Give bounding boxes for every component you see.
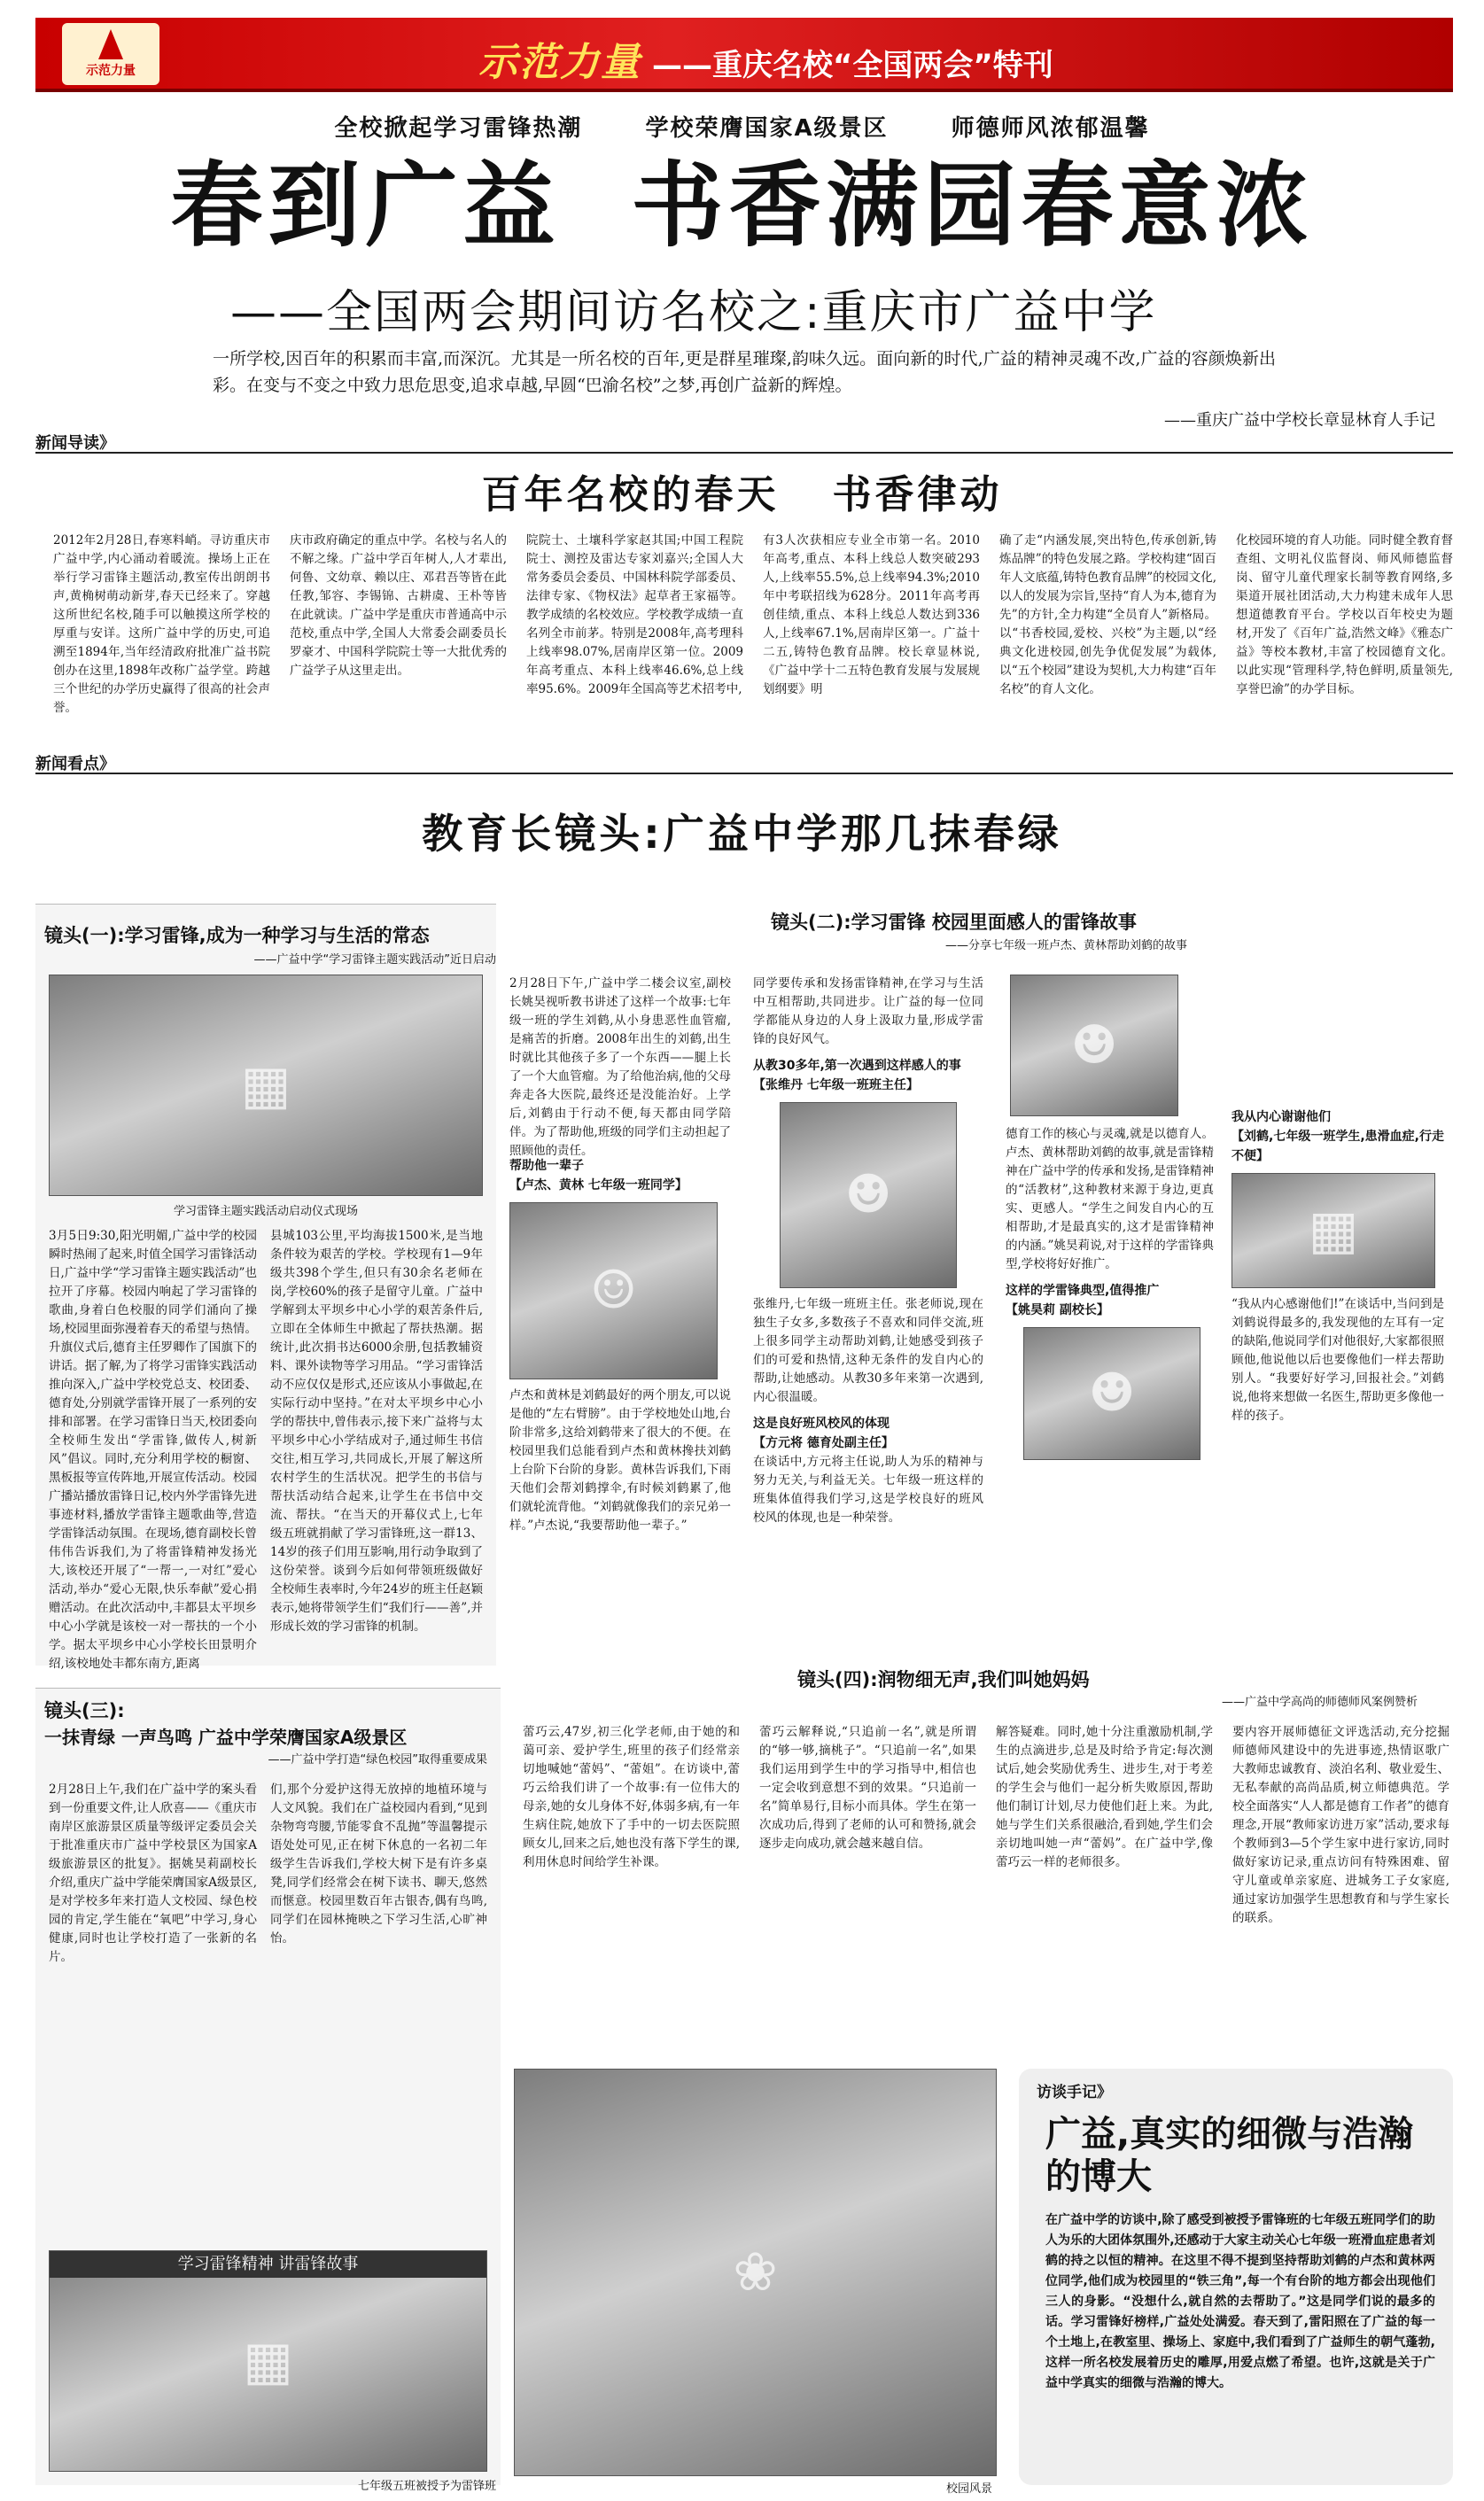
lens4-text-col1: 蕾巧云,47岁,初三化学老师,由于她的和蔼可亲、爱护学生,班里的孩子们经常亲切地喊她“蕾妈”、“蕾姐”。在访谈中,蕾巧云给我们讲了一个故事:有一位伟大的母亲,她的女儿身体不好,体弱多病,有一年生病住院,她放下了手中的一切去医院照顾女儿,回来之后,她也没有落下学生的课,利用休息时间给学生补课。 <box>523 1725 740 1869</box>
guide-column: 化校园环境的育人功能。同时健全教育督查组、文明礼仪监督岗、师风师德监督岗、留守儿童代理家长制等教育网络,多渠道开展社团活动,大力构建未成年人思想道德教育平台。学校以百年校史为题材,开发了《百年广益,浩然文峰》《雅态广益》等校本教材,丰富了校园德育文化。以此实现“管理科学,特色鲜明,质量领先,享誉巴渝”的办学目标。 <box>1236 533 1453 696</box>
lens2-title: 镜头(二):学习雷锋 校园里面感人的雷锋故事 <box>771 912 1137 933</box>
subhead-item: 学校荣膺国家A级景区 <box>645 115 889 142</box>
lens2-intro-text: 同学要传承和发扬雷锋精神,在学习与生活中互相帮助,共同进步。让广益的每一位同学都能从身边的人身上汲取力量,形成学雷锋的良好风气。 <box>753 976 983 1046</box>
lens2-col-c-text: 在谈话中,方元将主任说,助人为乐的精神与努力无关,与利益无关。七年级一班这样的班集体值得我们学习,这是学校良好的班风校风的体现,也是一种荣誉。 <box>753 1455 983 1525</box>
lens2-teacher2-photo <box>1010 975 1178 1116</box>
lens2-col-e-label: 我从内心谢谢他们 <box>1231 1110 1331 1124</box>
lens3-subtitle: ——广益中学打造“绿色校园”取得重要成果 <box>268 1753 487 1767</box>
lens2-col-e-text: “我从内心感谢他们!”在谈话中,当问到是刘鹤说得最多的,我发现他的左耳有一定的缺陷,他说同学们对他很好,大家都很照顾他,他说他以后也要像他们一样去帮助别人。“我要好好学习,回报社会。”刘鹤说,他将来想做一名医生,帮助更多像他一样的孩子。 <box>1231 1297 1444 1423</box>
interview-title: 广益,真实的细微与浩瀚的博大 <box>1045 2114 1414 2197</box>
divider <box>35 773 1453 774</box>
intro-paragraph: 一所学校,因百年的积累而丰富,而深沉。尤其是一所名校的百年,更是群星璀璨,韵味久远。面向新的时代,广益的精神灵魂不改,广益的容颜焕新出彩。在变与不变之中致力思危思变,追求卓越,早圆“巴渝名校”之梦,再创广益新的辉煌。 <box>213 349 1276 395</box>
lens3-text-col1: 2月28日上午,我们在广益中学的案头看到一份重要文件,让人欣喜——《重庆市南岸区旅游景区质量等级评定委员会关于批准重庆市广益中学校景区为国家A级旅游景区的批复》。据姚昊莉副校长介绍,重庆广益中学能荣膺国家A级景区,是对学校多年来打造人文校园、绿色校园的肯定,学生能在“氧吧”中学习,身心健康,同时也让学校打造了一张新的名片。 <box>49 1783 257 1964</box>
lens2-col-b-label: 从教30多年,第一次遇到这样感人的事 <box>753 1059 961 1073</box>
divider <box>35 452 1453 454</box>
headline-left: 春到广益 <box>170 151 561 260</box>
lens2-col-d-name: 【姚昊莉 副校长】 <box>1006 1303 1109 1317</box>
lens4-text-col3: 解答疑难。同时,她十分注重激励机制,学生的点滴进步,总是及时给予肯定:每次测试后,她会奖励优秀生、进步生,对于考差的学生会与他们一起分析失败原因,帮助他们制订计划,尽力使他们赶上来。为此,她与学生们关系很融洽,看到她,学生们会亲切地叫她一声“蕾妈”。在广益中学,像蕾巧云一样的老师很多。 <box>996 1725 1213 1869</box>
lens2-students-photo <box>509 1202 718 1379</box>
lens4-text-col4: 要内容开展师德征文评选活动,充分挖掘师德师风建设中的先进事迹,热情讴歌广大教师忠诚教育、淡泊名利、敬业爱生、无私奉献的高尚品质,树立师德典范。学校全面落实“人人都是德育工作者”的德育理念,开展“教师家访进万家”活动,要求每个教师到3—5个学生家中进行家访,同时做好家访记录,重点访问有特殊困难、留守儿童或单亲家庭、进城务工子女家庭,通过家访加强学生思想教育和与学生家长的联系。 <box>1232 1725 1449 1925</box>
lens2-col-b-text: 张维丹,七年级一班班主任。张老师说,现在独生子女多,多数孩子不喜欢和同伴交流,班上很多同学主动帮助刘鹤,让她感受到孩子们的可爱和热情,这种无条件的发自内心的帮助,让她感动。从教30多年来第一次遇到,内心很温暖。 <box>753 1297 983 1404</box>
guide-columns <box>53 532 1453 753</box>
lens3-title: 镜头(三): <box>44 1700 125 1721</box>
lens1-text-col1: 3月5日9:30,阳光明媚,广益中学的校园瞬时热闹了起来,时值全国学习雷锋活动日,广益中学“学习雷锋主题实践活动”也拉开了序幕。校园内响起了学习雷锋的歌曲,身着白色校服的同学们涌向了操场,校园里面弥漫着春天的希望与热情。升旗仪式后,德育主任罗卿作了国旗下的讲话。据了解,为了将学习雷锋实践活动推向深入,广益中学校党总支、校团委、德育处,分别就学雷锋开展了一系列的安排和部署。在学习雷锋日当天,校团委向全校师生发出“学雷锋,做传人,树新风”倡议。同时,充分利用学校的橱窗、黑板报等宣传阵地,开展宣传活动。校园广播站播放雷锋日记,校内外学雷锋先进事迹材料,播放学雷锋主题歌曲等,营造学雷锋活动氛围。在现场,德育副校长曾伟伟告诉我们,为了将雷锋精神发扬光大,该校还开展了“一帮一,一对红”爱心活动,举办“爱心无限,快乐奉献”爱心捐赠活动。在此次活动中,丰都县太平坝乡中心小学就是该校一对一帮扶的一个小学。据太平坝乡中心小学校长田景明介绍,该校地处丰都东南方,距离 <box>49 1229 257 1671</box>
guide-title <box>0 462 1484 519</box>
section-news-guide: 新闻导读》 <box>35 434 115 453</box>
subhead-item: 全校掀起学习雷锋热潮 <box>334 115 583 142</box>
lens3-photo-caption: 七年级五班被授予为雷锋班 <box>357 2480 496 2493</box>
portrait-photo-icon: ☻ <box>1088 1362 1136 1425</box>
lens2-col-d-label: 这样的学雷锋典型,值得推广 <box>1006 1284 1160 1298</box>
masthead-title <box>478 30 1053 87</box>
lens2-col-c-name: 【方元将 德育处副主任】 <box>753 1436 894 1450</box>
campus-photo-caption: 校园风景 <box>945 2482 992 2496</box>
lens2-col-a-text: 卢杰和黄林是刘鹤最好的两个朋友,可以说是他的“左右臂膀”。由于学校地处山地,台阶非常多,这给刘鹤带来了很大的不便。在校园里我们总能看到卢杰和黄林搀扶刘鹤上台阶下台阶的身影。黄林告诉我们,下雨天他们会帮刘鹤撑伞,有时候刘鹤累了,他们就轮流背他。“刘鹤就像我们的亲兄弟一样。”卢杰说,“我要帮助他一辈子。” <box>509 1388 731 1533</box>
lens1-title: 镜头(一):学习雷锋,成为一种学习与生活的常态 <box>44 925 430 946</box>
lens2-col-b <box>753 975 983 1648</box>
campus-photo-icon: ❀ <box>733 2241 778 2303</box>
portrait-photo-icon: ☻ <box>1070 1014 1118 1076</box>
guide-column: 2012年2月28日,春寒料峭。寻访重庆市广益中学,内心涌动着暖流。操场上正在举行学习雷锋主题活动,教室传出朗朗书声,黄桷树萌动新芽,春天已经来了。穿越这所世纪名校,随手可以触摸这所学校的厚重与安详。这所广益中学的历史,可追溯至1894年,当年经清政府批准广益书院创办在这里,1898年改称广益学堂。跨越三个世纪的办学历史赢得了很高的社会声誉。 <box>53 533 270 715</box>
lens1-text-col2: 县城103公里,平均海拔1500米,是当地条件较为艰苦的学校。学校现有1—9年级共398个学生,但只有30余名老师在岗,学校60%的孩子是留守儿童。广益中学解到太平坝乡中心小学的艰苦条件后,立即在全体师生中掀起了帮扶热潮。据统计,此次捐书达6000余册,包括教辅资料、课外读物等学习用品。“学习雷锋活动不应仅仅是形式,还应该从小事做起,在实际行动中坚持。”在对太平坝乡中心小学的帮扶中,曾伟表示,接下来广益将与太平坝乡中心小学结成对子,通过师生书信交往,相互学习,共同成长,开展了解这所农村学生的生活状况。把学生的书信与帮扶活动结合起来,让学生在书信中交流、帮扶。“在当天的开幕仪式上,七年级五班就捐献了学习雷锋班,这一群13、14岁的孩子们用互影响,用行动争取到了这份荣誉。谈到今后如何带领班级做好全校师生表率时,今年24岁的班主任赵颖表示,她将带领学生们“我们行——善”,并形成长效的学习雷锋的机制。 <box>270 1229 483 1634</box>
interview-tag: 访谈手记》 <box>1037 2084 1112 2101</box>
lens2-col-b-name: 【张维丹 七年级一班班主任】 <box>753 1078 919 1092</box>
guide-column: 确了走“内涵发展,突出特色,传承创新,铸炼品牌”的特色发展之路。学校构建“固百年人文底蕴,铸特色教育品牌”的校园文化,以人的发展为宗旨,坚持“育人为本,德育为先”的方针,全力构建“全员育人”新格局。以“书香校园,爱校、兴校”为主题,以“经典文化进校园,创先争优促发展”为载体,以“五个校园”建设为契机,大力构建“百年名校”的育人文化。 <box>999 533 1216 696</box>
interview-notes-box <box>1019 2069 1453 2485</box>
sub-headline <box>0 110 1484 143</box>
lens3-title2: 一抹青绿 一声鸟鸣 广益中学荣膺国家A级景区 <box>44 1727 408 1748</box>
masthead-brand: 示范力量 <box>478 40 641 85</box>
guide-column: 院院士、土壤科学家赵其国;中国工程院院士、测控及雷达专家刘嘉兴;全国人大常务委员会委员、中国林科院学部委员、法律专家、《物权法》起草者王家福等。教学成绩的名校效应。学校教学成绩一直名列全市前茅。特别是2008年,高考理科上线率98.07%,居南岸区第一位。2009年高考重点、本科上线率46.6%,总上线率95.6%。2009年全国高等艺术招考中, <box>526 533 743 696</box>
portrait-photo-icon: ☻ <box>844 1163 892 1226</box>
masthead-logo <box>62 23 159 85</box>
guide-title-left: 百年名校的春天 <box>481 472 780 517</box>
subhead-item: 师德师风浓郁温馨 <box>951 115 1150 142</box>
lens4-title: 镜头(四):润物细无声,我们叫她妈妈 <box>797 1669 1090 1690</box>
crowd-photo-icon: ▦ <box>240 1054 291 1116</box>
lens4-text-col2: 蕾巧云解释说,“只追前一名”,就是所谓的“够一够,摘桃子”。“只追前一名”,如果我们运用到学生中的学习指导中,相信也一定会收到意想不到的效果。“只追前一名”简单易行,目标小而具体。学生在第一次成功后,得到了老师的认可和赞扬,就会逐步走向成功,就会越来越自信。 <box>759 1725 976 1851</box>
guide-column: 有3人次获相应专业全市第一名。2010年高考,重点、本科上线总人数突破293人,上线率55.5%,总上线率94.3%;2010年中考联招线为628分。2011年高考再创佳绩,重点、本科上线总人数达到336人,上线率67.1%,居南岸区第一。广益十二五,铸特色教育品牌。校长章显林说,《广益中学十二五特色教育发展与发展规划纲要》明 <box>763 533 980 696</box>
lens2-col-e-name: 【刘鹤,七年级一班学生,患滑血症,行走不便】 <box>1231 1130 1444 1163</box>
classroom-photo-icon: ▦ <box>1308 1199 1359 1262</box>
lens2-col-a <box>509 1156 731 1652</box>
students-photo-icon: ☺ <box>589 1259 638 1322</box>
headline-right: 书香满园春意浓 <box>631 151 1314 260</box>
lens4-columns <box>523 1723 1453 2042</box>
campus-photo-collage <box>514 2069 997 2476</box>
pagoda-icon <box>98 29 123 59</box>
masthead-sub: ——重庆名校“全国两会”特刊 <box>652 48 1053 83</box>
guide-column: 庆市政府确定的重点中学。名校与名人的不解之缘。广益中学百年树人,人才辈出,何鲁、文幼章、赖以庄、邓君吾等皆在此任教,邹容、李锡锦、古耕虞、王朴等皆在此就读。广益中学是重庆市普通高中示范校,重点中学,全国人大常委会副委员长罗豪才、中国科学院院士等一大批优秀的广益学子从这里走出。 <box>290 533 507 678</box>
lens4-subtitle: ——广益中学高尚的师德师风案例赞析 <box>1221 1696 1418 1709</box>
look-title: 教育长镜头:广益中学那几抹春绿 <box>422 810 1062 858</box>
masthead-logo-text: 示范力量 <box>86 64 136 78</box>
lens3-class-photo <box>49 2250 487 2472</box>
lens2-col-c-label: 这是良好班风校风的体现 <box>753 1417 890 1431</box>
lens2-col-d <box>1006 1125 1214 1648</box>
lens2-classroom-photo <box>1231 1173 1435 1288</box>
lens2-col-d-text: 德育工作的核心与灵魂,就是以德育人。卢杰、黄林帮助刘鹤的故事,就是雷锋精神在广益中学的传承和发扬,是雷锋精神的“活教材”,这种教材来源于身边,更真实、更感人。“学生之间发自内心的互相帮助,才是最真实的,这才是雷锋精神的内涵。”姚昊莉说,对于这样的学雷锋典型,学校将好好推广。 <box>1006 1127 1214 1271</box>
lens2-col-e <box>1231 975 1444 1648</box>
banner-text: 学习雷锋精神 讲雷锋故事 <box>50 2251 486 2278</box>
secondary-headline: ——全国两会期间访名校之:重庆市广益中学 <box>230 286 1157 339</box>
group-photo-icon: ▦ <box>243 2330 293 2392</box>
lens1-photo-caption: 学习雷锋主题实践活动启动仪式现场 <box>173 1205 358 1218</box>
lens2-teacher-photo <box>780 1102 957 1288</box>
lens2-subtitle: ——分享七年级一班卢杰、黄林帮助刘鹤的故事 <box>944 939 1187 952</box>
lens1-subtitle: ——广益中学“学习雷锋主题实践活动”近日启动 <box>253 953 496 967</box>
section-news-look: 新闻看点》 <box>35 755 115 773</box>
masthead <box>35 18 1453 92</box>
lens3-text-col2: 们,那个分爱护这得无放掉的地植环境与人文风貌。我们在广益校园内看到,“见到杂物弯弯腰,节能零食不乱抛”等温馨提示语处处可见,正在树下休息的一名初二年级学生告诉我们,学校大树下是有许多桌凳,同学们经常会在树下读书、聊天,悠然而惬意。校园里数百年古银杏,偶有鸟鸣,同学们在园林掩映之下学习生活,心旷神怡。 <box>270 1783 487 1946</box>
lens2-col-a-label: 帮助他一辈子 <box>509 1159 584 1173</box>
lens1-photo <box>49 975 483 1196</box>
guide-title-right: 书香律动 <box>832 472 1003 517</box>
interview-body: 在广益中学的访谈中,除了感受到被授予雷锋班的七年级五班同学们的助人为乐的大团体氛围外,还感动于大家主动关心七年级一班滑血症患者刘鹤的持之以恒的精神。在这里不得不提到坚持帮助刘鹤的卢杰和黄林两位同学,他们成为校园里的“铁三角”,每一个有台阶的地方都会出现他们三人的身影。“没想什么,就自然的去帮助了。”这是同学们说的最多的话。学习雷锋好榜样,广益处处满爱。春天到了,雷阳照在了广益的每一个土地上,在教室里、操场上、家庭中,我们看到了广益师生的朝气蓬勃,这样一所名校发展着历史的雕厚,用爱点燃了希望。也许,这就是关于广益中学真实的细微与浩瀚的博大。 <box>1045 2213 1435 2390</box>
lens2-vice-principal-photo <box>1023 1327 1200 1460</box>
lens1-text-col3: 2月28日下午,广益中学二楼会议室,副校长姚昊视听教书讲述了这样一个故事:七年级一班的学生刘鹤,从小身患恶性血管瘤,是痛苦的折磨。2008年出生的刘鹤,出生时就比其他孩子多了一个东西——腿上长了一个大血管瘤。为了给他治病,他的父母奔走各大医院,最终还是没能治好。上学后,刘鹤由于行动不便,每天都由同学陪伴。为了帮助他,班级的同学们主动担起了照顾他的责任。 <box>509 976 731 1158</box>
main-headline <box>0 152 1484 259</box>
intro-signature: ——重庆广益中学校长章显林育人手记 <box>1164 411 1435 430</box>
lens2-col-a-name: 【卢杰、黄林 七年级一班同学】 <box>509 1178 688 1192</box>
